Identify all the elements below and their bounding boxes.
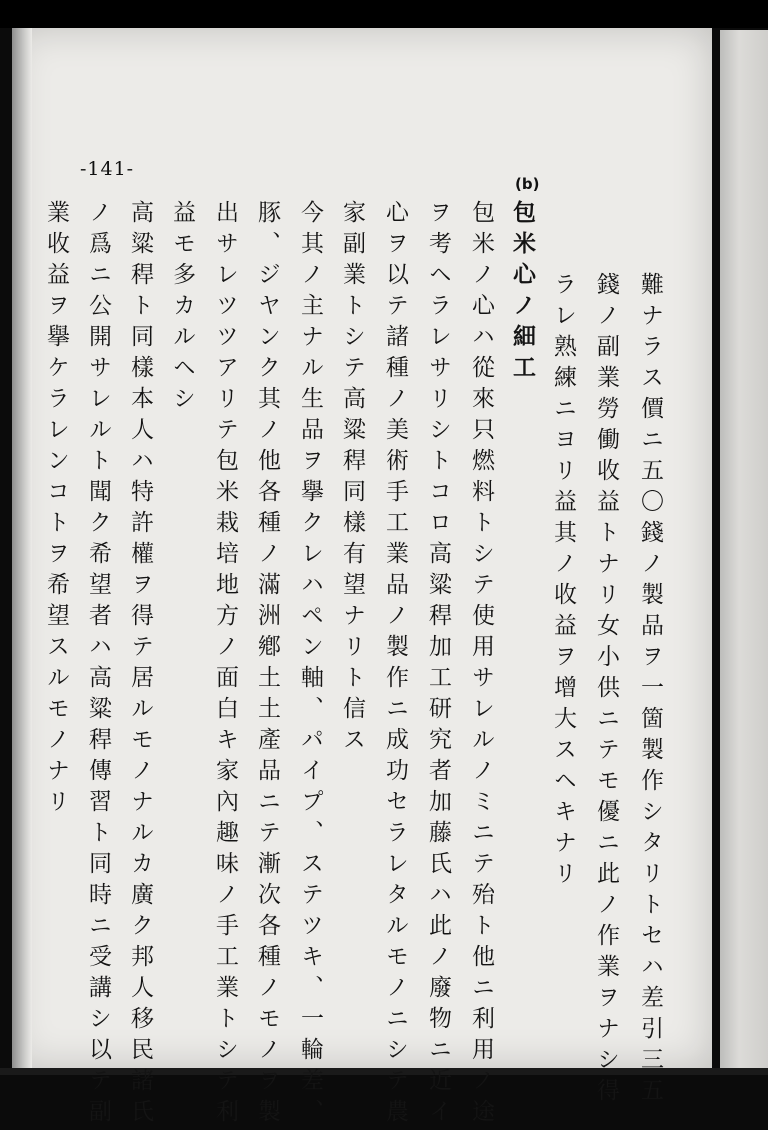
- text-column-7: 心ヲ以テ諸種ノ美術手工業品ノ製作ニ成功セラレタルモノニシテ農: [382, 200, 408, 1130]
- scan-top-border: [0, 0, 768, 28]
- text-column-8: 家副業トシテ高粱稈同樣有望ナリト信ス: [339, 200, 365, 758]
- text-column-3: ラレ熟練ニヨリ益其ノ收益ヲ增大スヘキナリ: [550, 272, 576, 892]
- text-column-15: 業收益ヲ擧ケラレンコトヲ希望スルモノナリ: [43, 200, 69, 820]
- text-column-13: 高粱稈ト同樣本人ハ特許權ヲ得テ居ルモノナルカ廣ク邦人移民諸氏: [127, 200, 153, 1130]
- section-marker: (b): [515, 175, 540, 193]
- text-column-9: 今其ノ主ナル生品ヲ擧クレハペン軸、パイプ、ステツキ、一輪差、: [297, 200, 323, 1130]
- text-column-5: 包米ノ心ハ從來只燃料トシテ使用サレルノミニテ殆ト他ニ利用ノ途: [468, 200, 494, 1130]
- section-title: 包米心ノ細工: [509, 200, 536, 386]
- text-column-11: 出サレツツアリテ包米栽培地方ノ面白キ家內趣味ノ手工業トシテ利: [212, 200, 238, 1130]
- page-number: -141-: [80, 158, 135, 180]
- adjacent-page-edge: [720, 30, 768, 1075]
- text-column-12: 益モ多カルヘシ: [169, 200, 195, 417]
- text-column-14: ノ爲ニ公開サレルト聞ク希望者ハ高粱稈傳習ト同時ニ受講シ以テ副: [85, 200, 111, 1130]
- text-column-6: ヲ考ヘラレサリシトコロ高粱稈加工研究者加藤氏ハ此ノ廢物ニ近イ: [425, 200, 451, 1130]
- page-gutter-shadow: [12, 28, 32, 1068]
- text-column-2: 錢ノ副業勞働收益トナリ女小供ニテモ優ニ此ノ作業ヲナシ得: [593, 272, 619, 1109]
- text-column-10: 豚、ジヤンク其ノ他各種ノ滿洲鄕土土產品ニテ漸次各種ノモノヲ製: [254, 200, 280, 1130]
- text-column-1: 難ナラス價ニ五〇錢ノ製品ヲ一箇製作シタリトセハ差引三五: [637, 272, 663, 1109]
